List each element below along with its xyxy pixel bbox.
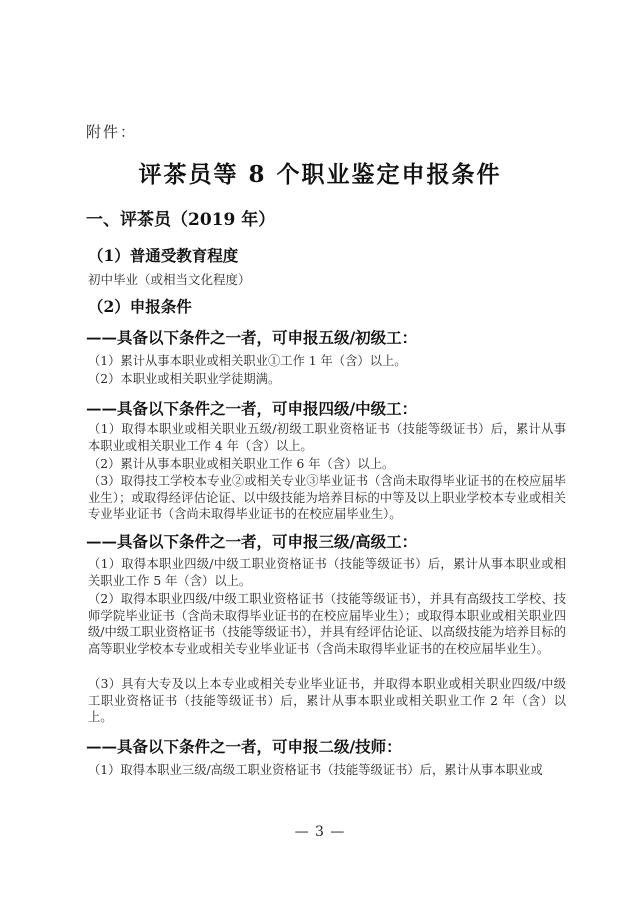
condition-item: （1）取得本职业三级/高级工职业资格证书（技能等级证书）后，累计从事本职业或 bbox=[88, 763, 543, 777]
annex-label: 附件： bbox=[86, 123, 138, 141]
condition-item: （2）累计从事本职业或相关职业工作 6 年（含）以上。 bbox=[88, 457, 395, 471]
level-heading-2: ——具备以下条件之一者，可申报二级/技师： bbox=[86, 737, 402, 756]
condition-item: （3）取得技工学校本专业②或相关专业③毕业证书（含尚未取得毕业证书的在校应届毕业生）；或取得经评估论证、以中级技能为培养目标的中等及以上职业学校本专业或相关专业毕业证书（含尚未取得毕业证书的在校应届毕业生）。 bbox=[88, 474, 566, 521]
document-title: 评茶员等 8 个职业鉴定申报条件 bbox=[138, 161, 502, 188]
condition-item: （1）取得本职业四级/中级工职业资格证书（技能等级证书）后，累计从事本职业或相关职业工作 5 年（含）以上。 bbox=[88, 557, 566, 588]
conditions-heading: （2）申报条件 bbox=[88, 297, 192, 316]
level-heading-4: ——具备以下条件之一者，可申报四级/中级工： bbox=[86, 399, 418, 418]
condition-item: （2）取得本职业四级/中级工职业资格证书（技能等级证书），并具有高级技工学校、技师学院毕业证书（含尚未取得毕业证书的在校应届毕业生）；或取得本职业或相关职业四级/中级工职业资格证书（技能等级证书），并具有经评估论证、以高级技能为培养目标的高等职业学校本专业或相关专业毕业证书（含尚未取得毕业证书的在校应届毕业生）。 bbox=[88, 592, 566, 656]
condition-item: （2）本职业或相关职业学徒期满。 bbox=[88, 372, 281, 386]
education-heading: （1）普通受教育程度 bbox=[88, 246, 239, 265]
level-heading-3: ——具备以下条件之一者，可申报三级/高级工： bbox=[86, 532, 418, 551]
section-heading: 一、评茶员（2019 年） bbox=[86, 210, 276, 230]
condition-item: （1）取得本职业或相关职业五级/初级工职业资格证书（技能等级证书）后，累计从事本职业或相关职业工作 4 年（含）以上。 bbox=[88, 422, 566, 453]
condition-item: （3）具有大专及以上本专业或相关专业毕业证书，并取得本职业或相关职业四级/中级工职业资格证书（技能等级证书）后，累计从事本职业或相关职业工作 2 年（含）以上。 bbox=[88, 677, 566, 724]
condition-item: （1）累计从事本职业或相关职业①工作 1 年（含）以上。 bbox=[88, 354, 407, 368]
education-text: 初中毕业（或相当文化程度） bbox=[88, 272, 251, 287]
level-heading-5: ——具备以下条件之一者，可申报五级/初级工： bbox=[86, 328, 418, 347]
page-number: — 3 — bbox=[294, 824, 346, 840]
